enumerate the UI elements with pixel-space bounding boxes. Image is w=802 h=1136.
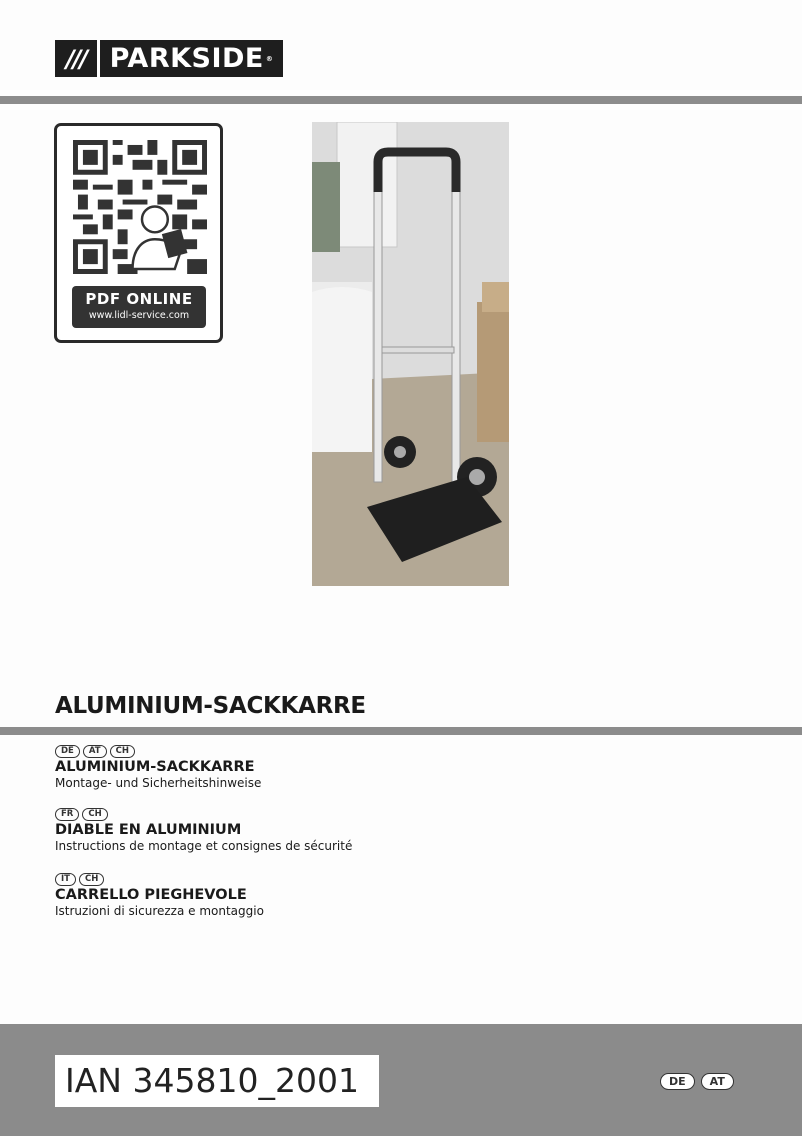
language-section-fr bbox=[55, 808, 352, 854]
country-pill: CH bbox=[82, 808, 107, 821]
qr-code-icon bbox=[73, 140, 207, 274]
country-pill: CH bbox=[79, 873, 104, 886]
qr-code-box[interactable] bbox=[54, 123, 223, 343]
country-pill: IT bbox=[55, 873, 76, 886]
logo-name bbox=[100, 40, 283, 77]
country-pill: DE bbox=[660, 1073, 695, 1090]
logo-slashes: /// bbox=[55, 40, 97, 77]
logo-text: PARKSIDE bbox=[109, 43, 264, 74]
country-pill: FR bbox=[55, 808, 79, 821]
hand-truck-image bbox=[312, 122, 509, 586]
product-title: ALUMINIUM-SACKKARRE bbox=[55, 693, 366, 719]
country-pill: AT bbox=[701, 1073, 734, 1090]
title-divider bbox=[0, 727, 802, 735]
registered-mark: ® bbox=[265, 54, 274, 63]
top-divider bbox=[0, 96, 802, 104]
section-title: CARRELLO PIEGHEVOLE bbox=[55, 887, 247, 903]
section-title: ALUMINIUM-SACKKARRE bbox=[55, 759, 255, 775]
pdf-online-label: PDF ONLINE bbox=[85, 290, 193, 308]
country-pill: CH bbox=[110, 745, 135, 758]
language-section-de bbox=[55, 745, 261, 791]
section-subtitle: Istruzioni di sicurezza e montaggio bbox=[55, 904, 264, 918]
language-section-it bbox=[55, 873, 264, 919]
pdf-online-badge bbox=[72, 286, 206, 328]
section-title: DIABLE EN ALUMINIUM bbox=[55, 822, 242, 838]
footer-countries bbox=[660, 1073, 734, 1090]
product-photo bbox=[312, 122, 509, 586]
parkside-logo bbox=[55, 40, 283, 77]
ian-number: IAN 345810_2001 bbox=[55, 1055, 379, 1107]
section-subtitle: Instructions de montage et consignes de sécurité bbox=[55, 839, 353, 853]
country-pill: DE bbox=[55, 745, 80, 758]
country-pill: AT bbox=[83, 745, 107, 758]
pdf-online-url[interactable]: www.lidl-service.com bbox=[88, 310, 190, 321]
section-subtitle: Montage- und Sicherheitshinweise bbox=[55, 776, 262, 790]
